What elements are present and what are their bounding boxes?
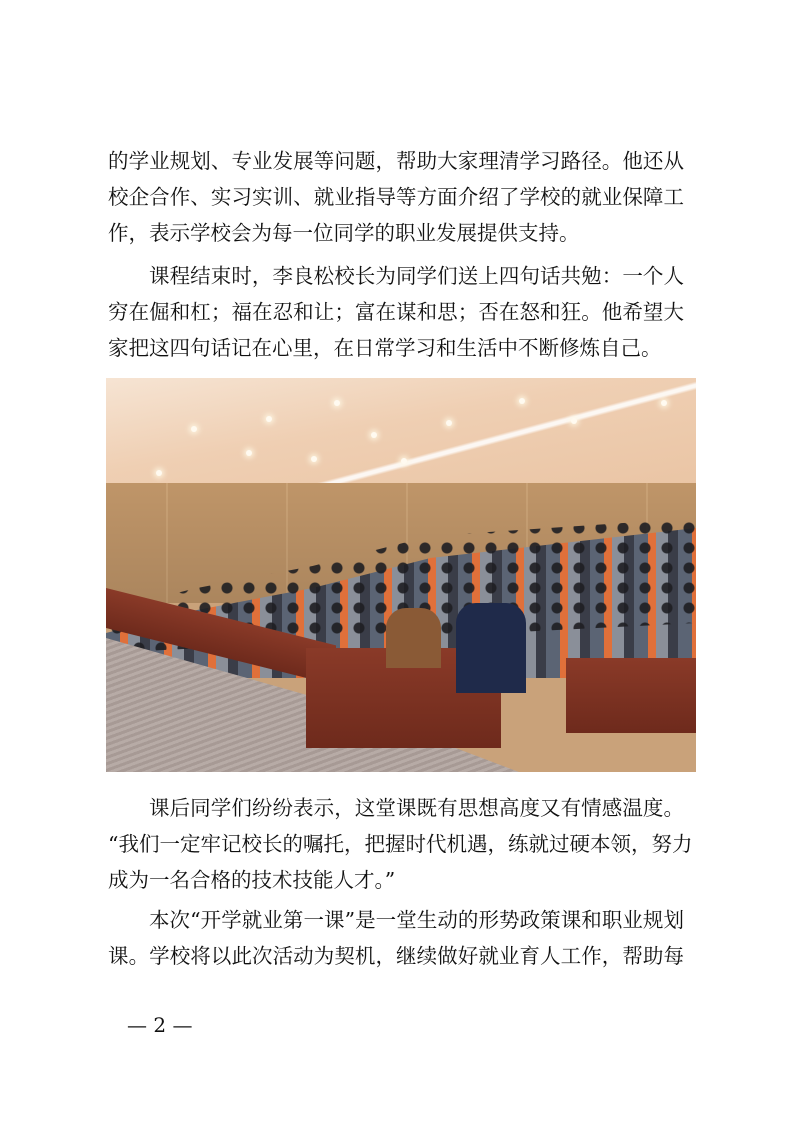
ceiling-light bbox=[571, 418, 577, 424]
ceiling-light bbox=[334, 400, 340, 406]
paragraph-2-line-2: 穷在倔和杠；福在忍和让；富在谋和思；否在怒和狂。他希望大 bbox=[108, 300, 684, 324]
ceiling-light bbox=[661, 400, 667, 406]
photo-woman-in-brown-coat bbox=[386, 608, 441, 668]
ceiling-light bbox=[519, 398, 525, 404]
ceiling-light bbox=[156, 470, 162, 476]
ceiling-light bbox=[246, 450, 252, 456]
ceiling-light bbox=[266, 416, 272, 422]
paragraph-1-line-2: 校企合作、实习实训、就业指导等方面介绍了学校的就业保障工 bbox=[108, 185, 684, 209]
paragraph-3-line-3: 成为一名合格的技术技能人才。” bbox=[108, 868, 396, 892]
paragraph-3-line-1: 课后同学们纷纷表示，这堂课既有思想高度又有情感温度。 bbox=[149, 796, 684, 820]
paragraph-4-line-1: 本次“开学就业第一课”是一堂生动的形势政策课和职业规划 bbox=[149, 908, 684, 932]
ceiling-light bbox=[311, 456, 317, 462]
ceiling-light bbox=[191, 426, 197, 432]
photo-man-in-blue-jacket bbox=[456, 603, 526, 693]
paragraph-2-line-1: 课程结束时，李良松校长为同学们送上四句话共勉：一个人 bbox=[149, 264, 684, 288]
ceiling-light bbox=[446, 420, 452, 426]
ceiling-light bbox=[371, 432, 377, 438]
paragraph-3-line-2: “我们一定牢记校长的嘱托，把握时代机遇，练就过硬本领，努力 bbox=[108, 832, 693, 856]
photo-desk-right bbox=[566, 658, 696, 733]
paragraph-1-line-1: 的学业规划、专业发展等问题，帮助大家理清学习路径。他还从 bbox=[108, 149, 684, 173]
auditorium-photo bbox=[106, 378, 696, 772]
paragraph-4-line-2: 课。学校将以此次活动为契机，继续做好就业育人工作，帮助每 bbox=[108, 944, 684, 968]
page-number: — 2 — bbox=[127, 1013, 193, 1037]
paragraph-1-line-3: 作，表示学校会为每一位同学的职业发展提供支持。 bbox=[108, 221, 580, 245]
paragraph-2-line-3: 家把这四句话记在心里，在日常学习和生活中不断修炼自己。 bbox=[108, 336, 662, 360]
ceiling-light bbox=[401, 458, 407, 464]
